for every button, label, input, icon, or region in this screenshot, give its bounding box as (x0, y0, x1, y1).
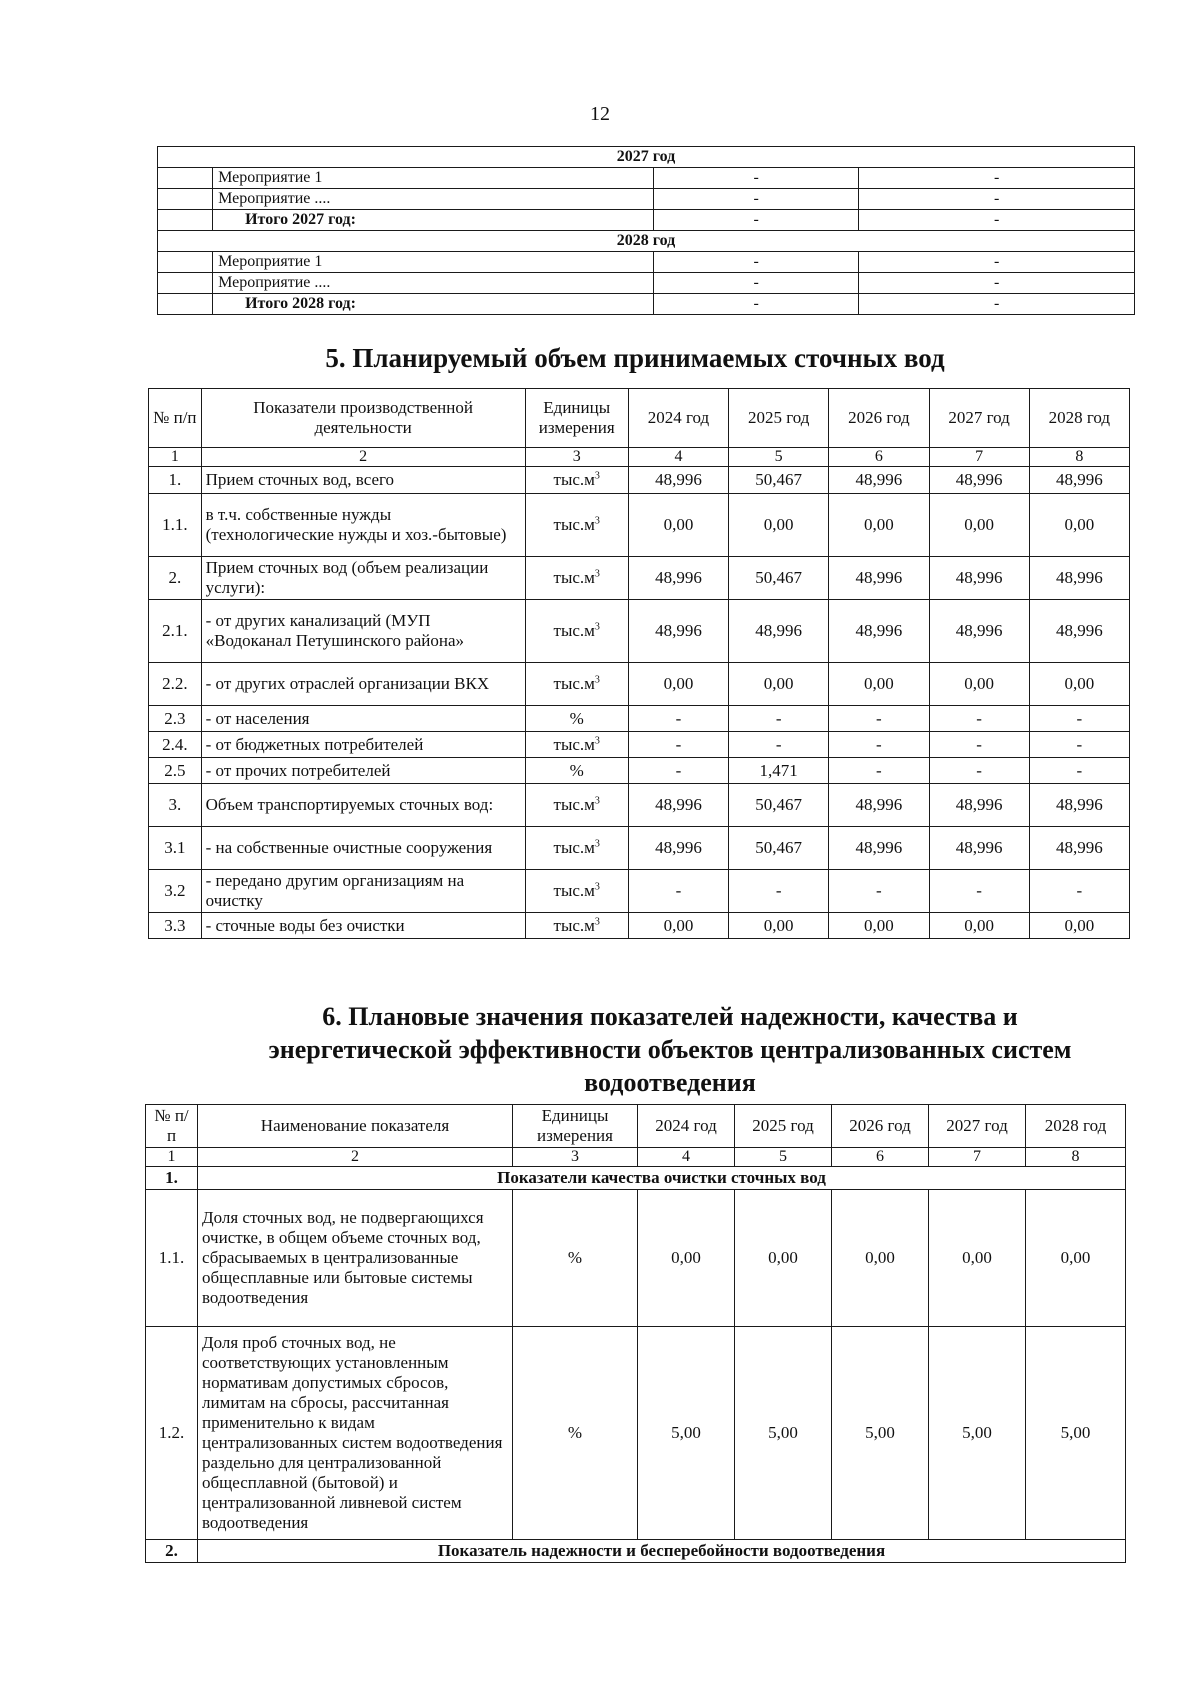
value-cell: - (1029, 732, 1129, 758)
value-cell: - (729, 732, 829, 758)
table-row (149, 784, 1130, 827)
table-row (146, 1327, 1126, 1540)
table-header-row (149, 389, 1130, 448)
row-number: 1.2. (146, 1327, 198, 1540)
table-row (149, 600, 1130, 663)
value-cell: 0,00 (628, 663, 728, 706)
value-cell: - (628, 870, 728, 913)
unit-cell (525, 600, 628, 663)
row-number: 2.5 (149, 758, 202, 784)
year-header-row (158, 231, 1135, 252)
value-cell: 48,996 (829, 784, 929, 827)
value-cell: - (829, 732, 929, 758)
indicator-name: Прием сточных вод (объем реализации услуги): (201, 557, 525, 600)
value-cell: 0,00 (829, 663, 929, 706)
column-header: 2024 год (638, 1105, 735, 1148)
indicator-name: - передано другим организациям на очистку (201, 870, 525, 913)
indicator-name: - от населения (201, 706, 525, 732)
section-number: 1. (146, 1167, 198, 1190)
unit-power: 3 (594, 568, 600, 580)
event-row (158, 189, 1135, 210)
column-header: 2024 год (628, 389, 728, 448)
section-row (146, 1540, 1126, 1563)
empty-cell (158, 189, 213, 210)
value-cell: 48,996 (1029, 467, 1129, 494)
value-cell: 48,996 (1029, 784, 1129, 827)
value-cell: 5,00 (735, 1327, 832, 1540)
value-cell: - (1029, 706, 1129, 732)
value-cell: 0,00 (729, 913, 829, 939)
value-cell: 48,996 (829, 827, 929, 870)
indicator-name: - сточные воды без очистки (201, 913, 525, 939)
column-number: 8 (1029, 448, 1129, 467)
row-number: 1. (149, 467, 202, 494)
indicator-name: в т.ч. собственные нужды (технологические нужды и хоз.-бытовые) (201, 494, 525, 557)
value-cell: 50,467 (729, 827, 829, 870)
unit-cell (525, 663, 628, 706)
value-cell: 5,00 (1026, 1327, 1126, 1540)
column-number: 4 (638, 1148, 735, 1167)
section-6-title: 6. Плановые значения показателей надежности, качества и энергетической эффективности объектов централизованных систем водоотведения (268, 1002, 1072, 1097)
value-cell: 0,00 (929, 494, 1029, 557)
unit-cell (525, 467, 628, 494)
row-number: 3.1 (149, 827, 202, 870)
row-number: 2.3 (149, 706, 202, 732)
value-cell: - (929, 758, 1029, 784)
column-header: 2025 год (729, 389, 829, 448)
column-header: 2025 год (735, 1105, 832, 1148)
unit-label: тыс.м (553, 734, 595, 754)
column-number: 3 (525, 448, 628, 467)
unit-label: тыс.м (553, 470, 595, 489)
year-header-row (158, 147, 1135, 168)
indicator-name: - на собственные очистные сооружения (201, 827, 525, 870)
column-header: Наименование показателя (198, 1105, 513, 1148)
column-number: 5 (735, 1148, 832, 1167)
table-row (149, 494, 1130, 557)
indicator-name: Доля сточных вод, не подвергающихся очистке, в общем объеме сточных вод, сбрасываемых в централизованные общесплавные или бытовые системы водоотведения (198, 1190, 513, 1327)
row-number: 3.2 (149, 870, 202, 913)
value-cell: 0,00 (1029, 494, 1129, 557)
event-row (158, 273, 1135, 294)
total-row (158, 210, 1135, 231)
row-number: 1.1. (146, 1190, 198, 1327)
column-number: 7 (929, 1148, 1026, 1167)
event-value: - (654, 252, 859, 273)
unit-power: 3 (594, 881, 600, 893)
unit-cell (525, 784, 628, 827)
value-cell: 0,00 (735, 1190, 832, 1327)
unit-cell (525, 913, 628, 939)
page-number: 12 (590, 103, 610, 125)
unit-cell: % (513, 1190, 638, 1327)
value-cell: 48,996 (829, 557, 929, 600)
value-cell: 48,996 (929, 557, 1029, 600)
table-row (149, 467, 1130, 494)
column-number: 1 (149, 448, 202, 467)
unit-power: 3 (594, 470, 600, 482)
value-cell: 50,467 (729, 557, 829, 600)
unit-power: 3 (594, 915, 600, 927)
section-title: Показатель надежности и бесперебойности водоотведения (198, 1540, 1126, 1563)
column-header: 2026 год (832, 1105, 929, 1148)
year-label: 2028 год (158, 231, 1135, 252)
table-row (149, 557, 1130, 600)
value-cell: 50,467 (729, 467, 829, 494)
value-cell: 0,00 (1029, 663, 1129, 706)
value-cell: - (929, 732, 1029, 758)
value-cell: 0,00 (832, 1190, 929, 1327)
value-cell: 48,996 (929, 467, 1029, 494)
event-name: Мероприятие .... (213, 273, 654, 294)
total-row (158, 294, 1135, 315)
unit-cell: % (525, 758, 628, 784)
unit-cell (525, 557, 628, 600)
table-row (149, 870, 1130, 913)
section-number: 2. (146, 1540, 198, 1563)
value-cell: 48,996 (829, 467, 929, 494)
column-header: 2027 год (929, 389, 1029, 448)
unit-power: 3 (594, 838, 600, 850)
indicator-name: Доля проб сточных вод, не соответствующих установленным нормативам допустимых сбросов, лимитам на сбросы, рассчитанная применительно к видам централизованных систем водоотведения раздельно для централизованной общесплавной (бытовой) и централизованной ливневой систем водоотведения (198, 1327, 513, 1540)
table-header-row (146, 1105, 1126, 1148)
value-cell: - (829, 758, 929, 784)
row-number: 1.1. (149, 494, 202, 557)
value-cell: 0,00 (929, 1190, 1026, 1327)
reliability-indicators-table (145, 1104, 1126, 1563)
value-cell: 0,00 (729, 663, 829, 706)
event-value: - (859, 189, 1135, 210)
total-label: Итого 2028 год: (213, 294, 654, 315)
event-value: - (859, 252, 1135, 273)
indicator-name: - от других канализаций (МУП «Водоканал Петушинского района» (201, 600, 525, 663)
table-row (149, 706, 1130, 732)
unit-label: тыс.м (553, 515, 595, 534)
event-name: Мероприятие 1 (213, 168, 654, 189)
unit-label: тыс.м (553, 621, 595, 640)
indicator-name: - от бюджетных потребителей (201, 732, 525, 758)
value-cell: 0,00 (729, 494, 829, 557)
value-cell: - (1029, 758, 1129, 784)
row-number: 2.4. (149, 732, 202, 758)
column-header: № п/п (149, 389, 202, 448)
value-cell: - (929, 870, 1029, 913)
value-cell: 48,996 (929, 784, 1029, 827)
empty-cell (158, 294, 213, 315)
column-number: 8 (1026, 1148, 1126, 1167)
value-cell: - (729, 706, 829, 732)
value-cell: 0,00 (1029, 913, 1129, 939)
total-label: Итого 2027 год: (213, 210, 654, 231)
value-cell: 5,00 (929, 1327, 1026, 1540)
event-value: - (859, 168, 1135, 189)
value-cell: 0,00 (829, 913, 929, 939)
value-cell: 48,996 (628, 600, 728, 663)
indicator-name: Объем транспортируемых сточных вод: (201, 784, 525, 827)
value-cell: 48,996 (929, 827, 1029, 870)
section-5-title: 5. Планируемый объем принимаемых сточных вод (325, 343, 945, 373)
unit-label: тыс.м (553, 568, 595, 587)
column-header: 2026 год (829, 389, 929, 448)
event-row (158, 252, 1135, 273)
value-cell: 5,00 (638, 1327, 735, 1540)
value-cell: 0,00 (628, 494, 728, 557)
value-cell: - (829, 706, 929, 732)
unit-label: тыс.м (553, 838, 595, 857)
event-value: - (654, 168, 859, 189)
indicator-name: Прием сточных вод, всего (201, 467, 525, 494)
column-header: Единицы измерения (513, 1105, 638, 1148)
column-number: 7 (929, 448, 1029, 467)
year-label: 2027 год (158, 147, 1135, 168)
column-number-row (146, 1148, 1126, 1167)
unit-power: 3 (594, 734, 600, 746)
column-number: 5 (729, 448, 829, 467)
event-row (158, 168, 1135, 189)
indicator-name: - от других отраслей организации ВКХ (201, 663, 525, 706)
value-cell: 50,467 (729, 784, 829, 827)
empty-cell (158, 210, 213, 231)
row-number: 2. (149, 557, 202, 600)
total-value: - (654, 210, 859, 231)
value-cell: - (628, 732, 728, 758)
table-row (149, 827, 1130, 870)
section-title: Показатели качества очистки сточных вод (198, 1167, 1126, 1190)
value-cell: - (929, 706, 1029, 732)
indicator-name: - от прочих потребителей (201, 758, 525, 784)
value-cell: - (628, 758, 728, 784)
value-cell: 48,996 (929, 600, 1029, 663)
table-row (149, 663, 1130, 706)
column-number: 4 (628, 448, 728, 467)
unit-label: тыс.м (553, 795, 595, 814)
column-number: 3 (513, 1148, 638, 1167)
unit-label: тыс.м (553, 881, 595, 900)
unit-cell (525, 870, 628, 913)
value-cell: 0,00 (829, 494, 929, 557)
value-cell: 0,00 (1026, 1190, 1126, 1327)
value-cell: 48,996 (628, 557, 728, 600)
value-cell: 0,00 (929, 913, 1029, 939)
value-cell: 0,00 (628, 913, 728, 939)
total-value: - (859, 210, 1135, 231)
table-row (146, 1190, 1126, 1327)
column-header: № п/п (146, 1105, 198, 1148)
wastewater-volume-table (148, 388, 1130, 939)
column-number: 2 (198, 1148, 513, 1167)
unit-cell (525, 827, 628, 870)
empty-cell (158, 273, 213, 294)
unit-label: тыс.м (553, 674, 595, 693)
unit-power: 3 (594, 795, 600, 807)
value-cell: 0,00 (929, 663, 1029, 706)
column-number: 2 (201, 448, 525, 467)
row-number: 2.1. (149, 600, 202, 663)
value-cell: - (729, 870, 829, 913)
column-number: 6 (829, 448, 929, 467)
value-cell: - (1029, 870, 1129, 913)
value-cell: - (829, 870, 929, 913)
column-number-row (149, 448, 1130, 467)
value-cell: 48,996 (729, 600, 829, 663)
row-number: 3.3 (149, 913, 202, 939)
empty-cell (158, 252, 213, 273)
column-number: 1 (146, 1148, 198, 1167)
row-number: 3. (149, 784, 202, 827)
unit-power: 3 (594, 674, 600, 686)
value-cell: 48,996 (628, 827, 728, 870)
event-value: - (859, 273, 1135, 294)
event-name: Мероприятие .... (213, 189, 654, 210)
column-header: 2028 год (1029, 389, 1129, 448)
column-header: 2027 год (929, 1105, 1026, 1148)
row-number: 2.2. (149, 663, 202, 706)
table-row (149, 758, 1130, 784)
value-cell: 48,996 (1029, 600, 1129, 663)
empty-cell (158, 168, 213, 189)
event-name: Мероприятие 1 (213, 252, 654, 273)
value-cell: 48,996 (1029, 557, 1129, 600)
unit-cell: % (513, 1327, 638, 1540)
table-row (149, 732, 1130, 758)
table-row (149, 913, 1130, 939)
column-header: 2028 год (1026, 1105, 1126, 1148)
value-cell: 48,996 (829, 600, 929, 663)
column-header: Показатели производственной деятельности (201, 389, 525, 448)
value-cell: 5,00 (832, 1327, 929, 1540)
column-number: 6 (832, 1148, 929, 1167)
unit-cell (525, 732, 628, 758)
value-cell: - (628, 706, 728, 732)
events-table (157, 146, 1135, 315)
section-row (146, 1167, 1126, 1190)
unit-cell (525, 494, 628, 557)
value-cell: 48,996 (628, 784, 728, 827)
value-cell: 1,471 (729, 758, 829, 784)
unit-power: 3 (594, 515, 600, 527)
event-value: - (654, 273, 859, 294)
value-cell: 0,00 (638, 1190, 735, 1327)
total-value: - (859, 294, 1135, 315)
total-value: - (654, 294, 859, 315)
unit-power: 3 (594, 621, 600, 633)
value-cell: 48,996 (1029, 827, 1129, 870)
value-cell: 48,996 (628, 467, 728, 494)
unit-cell: % (525, 706, 628, 732)
unit-label: тыс.м (553, 915, 595, 935)
column-header: Единицы измерения (525, 389, 628, 448)
event-value: - (654, 189, 859, 210)
